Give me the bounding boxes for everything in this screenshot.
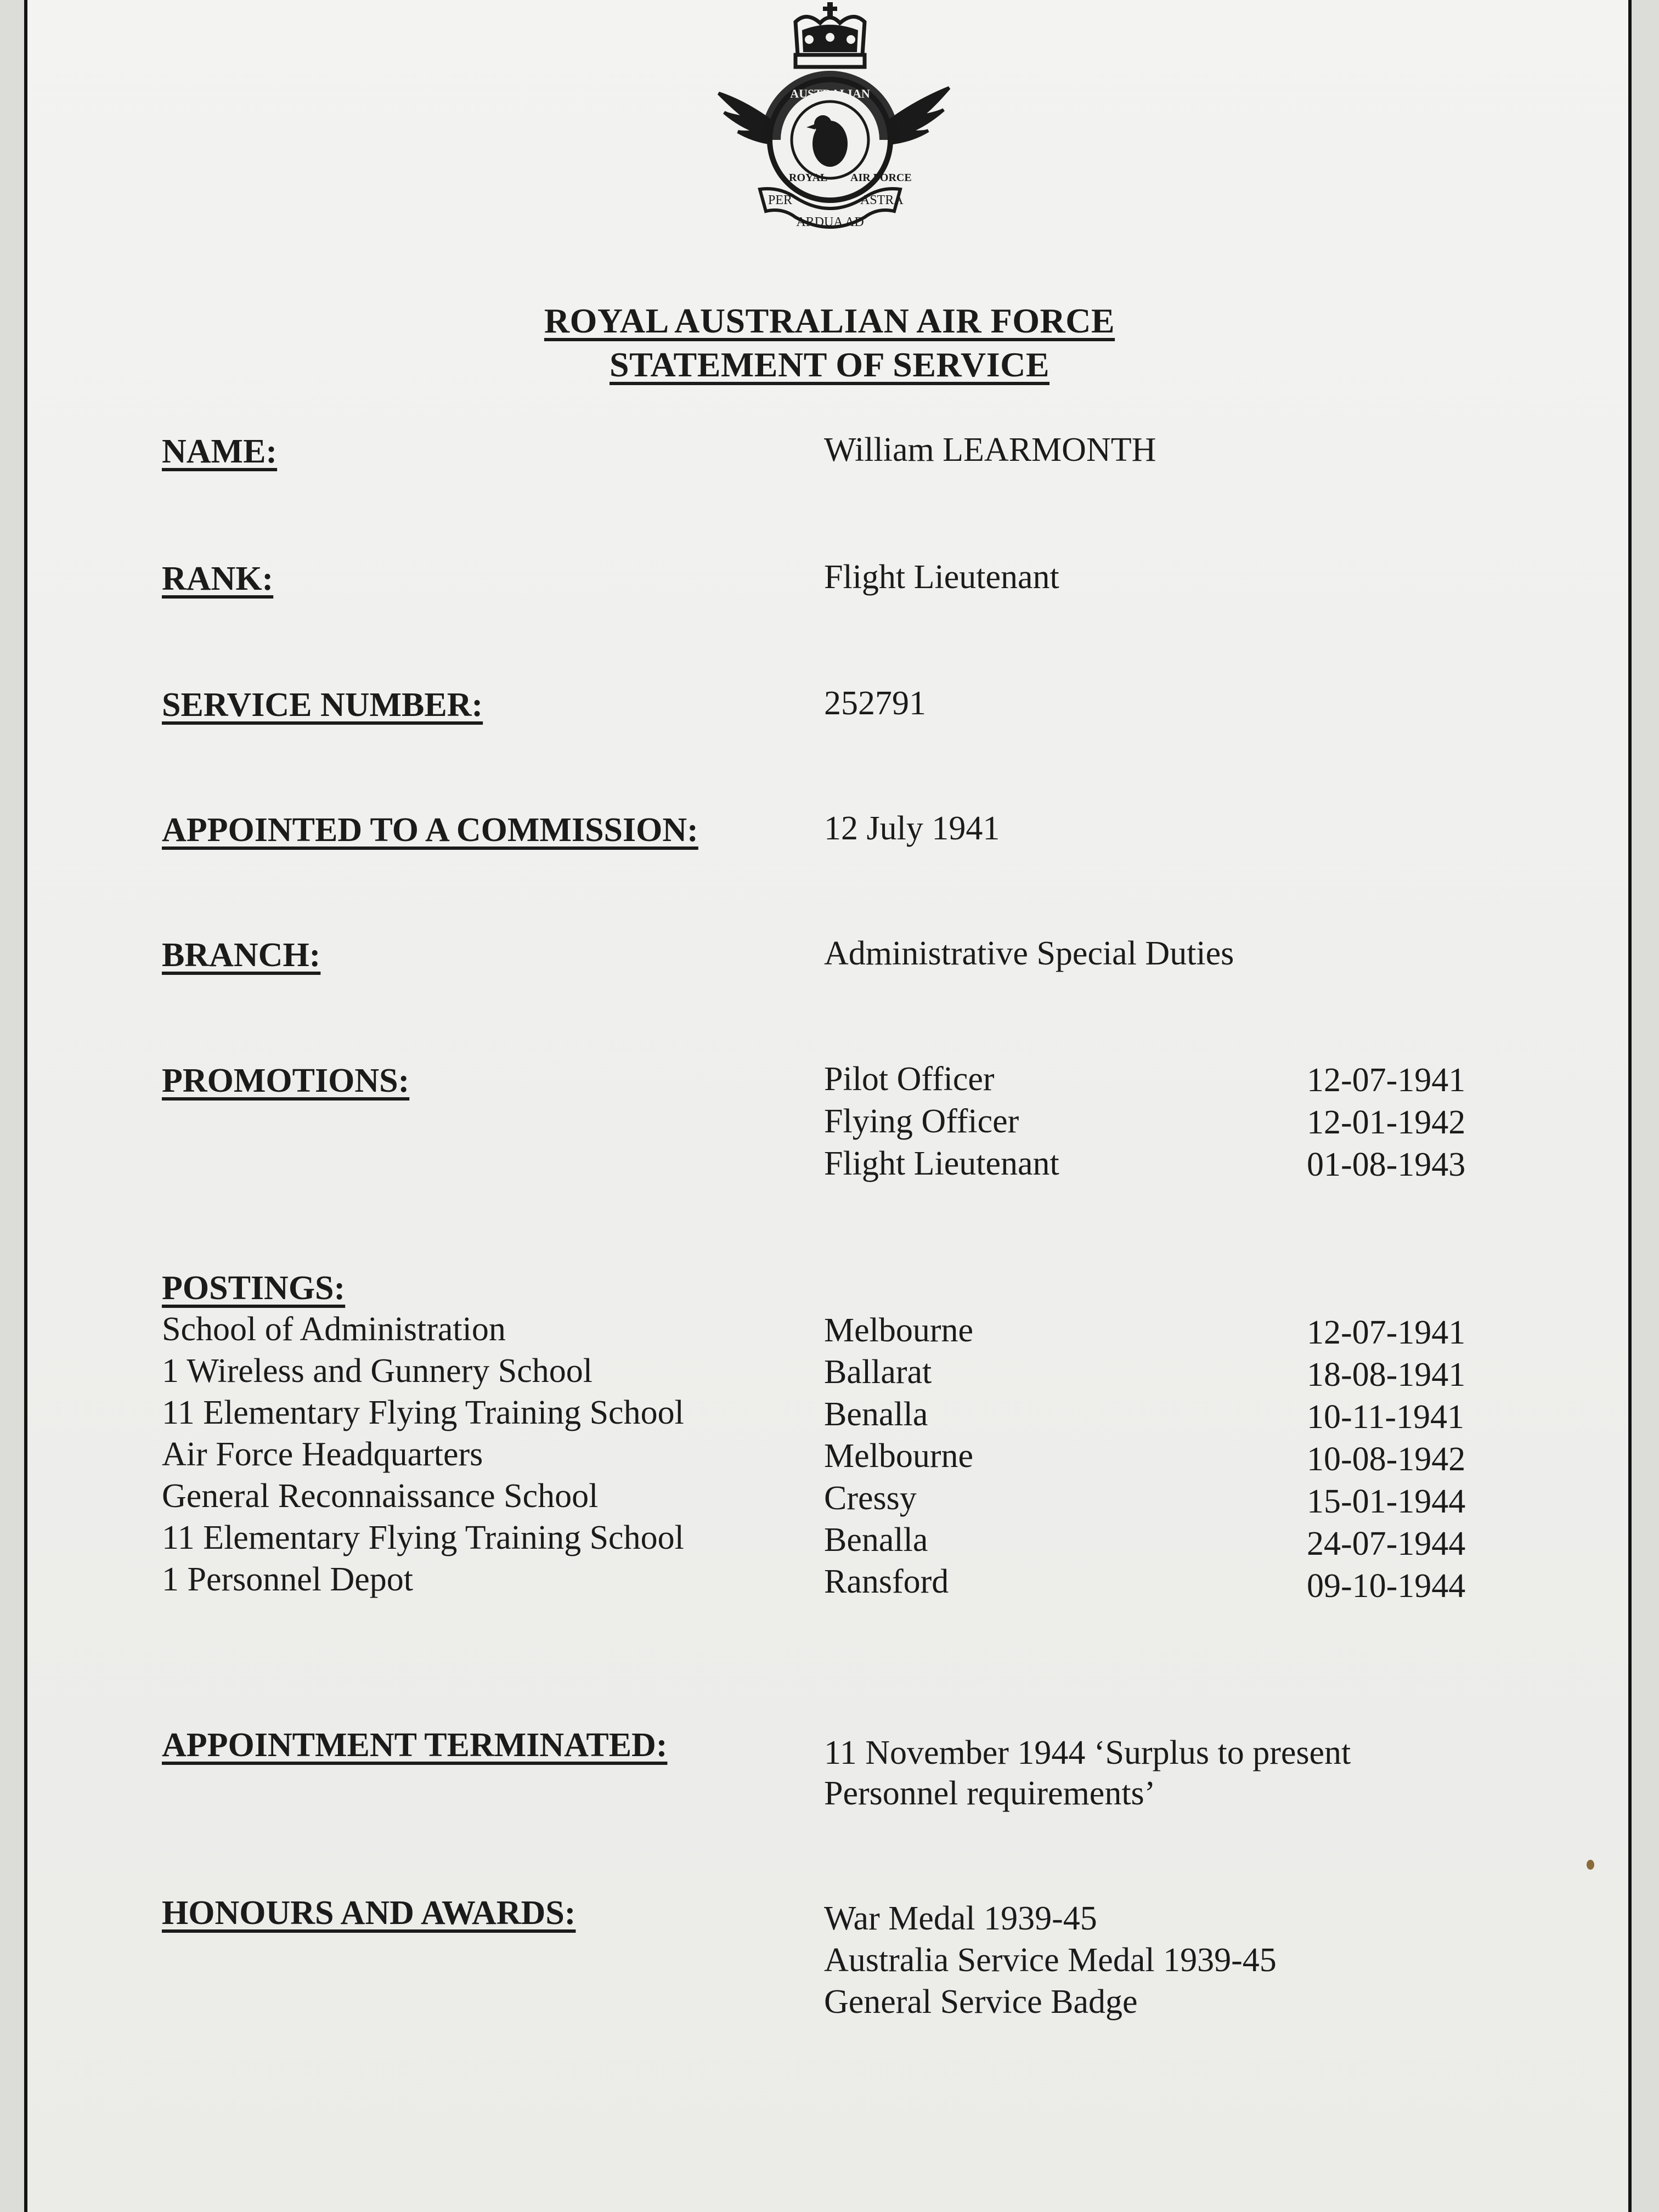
posting-location: Melbourne	[824, 1312, 974, 1349]
honours-label: HONOURS AND AWARDS:	[162, 1894, 576, 1932]
service-number-value: 252791	[824, 685, 926, 722]
crown-icon	[795, 2, 865, 67]
posting-location: Cressy	[824, 1480, 917, 1517]
commission-value: 12 July 1941	[824, 810, 1000, 847]
posting-location: Ransford	[824, 1563, 949, 1600]
posting-location: Benalla	[824, 1521, 928, 1559]
posting-unit: 1 Wireless and Gunnery School	[162, 1352, 592, 1390]
rank-label: RANK:	[162, 560, 274, 597]
promotion-date: 12-01-1942	[1307, 1104, 1466, 1141]
posting-location: Ballarat	[824, 1353, 932, 1391]
promotions-label: PROMOTIONS:	[162, 1062, 410, 1099]
posting-date: 15-01-1944	[1307, 1483, 1466, 1520]
commission-label: APPOINTED TO A COMMISSION:	[162, 811, 698, 849]
crest-ring-right-text: AIR FORCE	[850, 172, 912, 184]
service-number-label: SERVICE NUMBER:	[162, 686, 483, 724]
branch-label: BRANCH:	[162, 936, 321, 974]
posting-unit: School of Administration	[162, 1311, 506, 1348]
honour-item: General Service Badge	[824, 1983, 1138, 2021]
raaf-crest-logo	[713, 0, 955, 247]
posting-unit: 11 Elementary Flying Training School	[162, 1394, 684, 1431]
posting-unit: Air Force Headquarters	[162, 1436, 483, 1473]
promotion-rank: Flight Lieutenant	[824, 1145, 1059, 1182]
document-title: ROYAL AUSTRALIAN AIR FORCE	[544, 301, 1115, 340]
posting-date: 18-08-1941	[1307, 1356, 1466, 1393]
posting-date: 10-08-1942	[1307, 1441, 1466, 1478]
paper-mark	[1587, 1860, 1594, 1870]
name-value: William LEARMONTH	[824, 431, 1156, 469]
termination-value-line2: Personnel requirements’	[824, 1775, 1156, 1812]
crest-ring-top-text: AUSTRALIAN	[790, 87, 870, 100]
crest-ring-left-text: ROYAL	[789, 172, 828, 184]
document-subtitle: STATEMENT OF SERVICE	[610, 345, 1049, 384]
termination-value-line1: 11 November 1944 ‘Surplus to present	[824, 1734, 1351, 1771]
name-label: NAME:	[162, 433, 278, 470]
posting-location: Melbourne	[824, 1437, 974, 1475]
promotion-rank: Pilot Officer	[824, 1060, 995, 1098]
posting-date: 10-11-1941	[1307, 1398, 1464, 1436]
posting-location: Benalla	[824, 1396, 928, 1433]
rank-value: Flight Lieutenant	[824, 558, 1059, 596]
promotion-rank: Flying Officer	[824, 1103, 1019, 1140]
posting-unit: General Reconnaissance School	[162, 1477, 599, 1515]
honour-item: War Medal 1939-45	[824, 1900, 1097, 1937]
posting-date: 12-07-1941	[1307, 1314, 1466, 1351]
posting-date: 09-10-1944	[1307, 1567, 1466, 1605]
branch-value: Administrative Special Duties	[824, 935, 1234, 972]
promotion-date: 01-08-1943	[1307, 1146, 1466, 1183]
posting-date: 24-07-1944	[1307, 1525, 1466, 1562]
posting-unit: 11 Elementary Flying Training School	[162, 1519, 684, 1556]
posting-unit: 1 Personnel Depot	[162, 1561, 414, 1598]
termination-label: APPOINTMENT TERMINATED:	[162, 1726, 668, 1764]
promotion-date: 12-07-1941	[1307, 1062, 1466, 1099]
postings-label: POSTINGS:	[162, 1269, 346, 1307]
motto-bottom-text: ARDUA AD	[796, 215, 864, 229]
motto-left-text: PER	[768, 193, 793, 207]
honour-item: Australia Service Medal 1939-45	[824, 1942, 1277, 1979]
motto-right-text: ASTRA	[860, 193, 904, 207]
